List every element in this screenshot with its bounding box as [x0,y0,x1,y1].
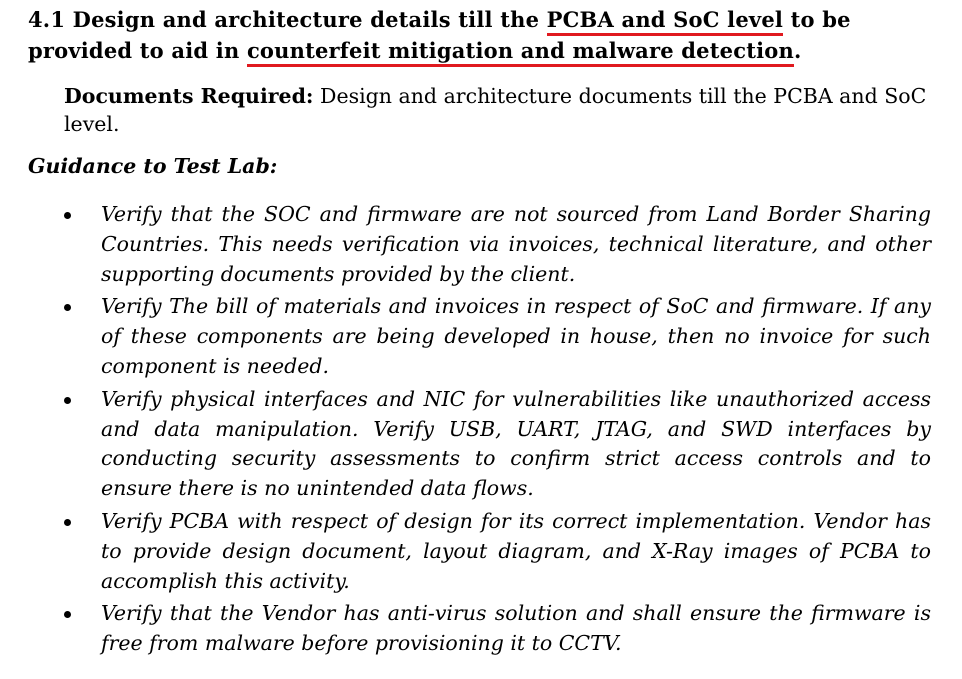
bullet-text: Verify that the Vendor has anti-virus solution and shall ensure the firmware is free from malware before provisioning it to CCTV. [101,601,931,656]
heading-text-part2: to be provided to aid in [28,7,851,63]
bullet-icon [64,519,71,526]
documents-required-label: Documents Required: [64,84,314,108]
guidance-title: Guidance to Test Lab: [28,154,278,178]
heading-highlight-pcba-soc: PCBA and SoC level [547,7,783,36]
list-item [0,599,962,659]
bullet-text: Verify PCBA with respect of design for its correct implementation. Vendor has to provide design document, layout diagram, and X-Ray images of PCBA to accomplish this activity. [101,508,931,593]
list-item [0,507,962,596]
bullet-icon [64,611,71,618]
guidance-bullet-list [0,200,962,662]
bullet-text: Verify that the SOC and firmware are not sourced from Land Border Sharing Countries. This needs verification via invoices, technical literature, and other supporting documents provided by the client. [101,202,931,286]
heading-text-part1: Design and architecture details till the [72,7,540,32]
heading-highlight-counterfeit-malware: counterfeit mitigation and malware detection [247,38,794,67]
bullet-icon [64,304,71,311]
section-number: 4.1 [28,7,66,32]
list-item [0,292,962,381]
list-item [0,200,962,289]
bullet-icon [64,212,71,219]
bullet-text: Verify The bill of materials and invoices in respect of SoC and firmware. If any of these components are being developed in house, then no invoice for such component is needed. [101,294,931,378]
list-item [0,385,962,504]
documents-required-text: Design and architecture documents till the PCBA and SoC level. [64,84,927,136]
heading-period: . [793,38,802,63]
section-heading [28,4,938,66]
documents-required [64,82,934,138]
bullet-icon [64,397,71,404]
bullet-text: Verify physical interfaces and NIC for vulnerabilities like unauthorized access and data manipulation. Verify USB, UART, JTAG, and SWD interfaces by conducting security assessments to confirm strict access controls and to ensure there is no unintended data flows. [101,386,931,501]
